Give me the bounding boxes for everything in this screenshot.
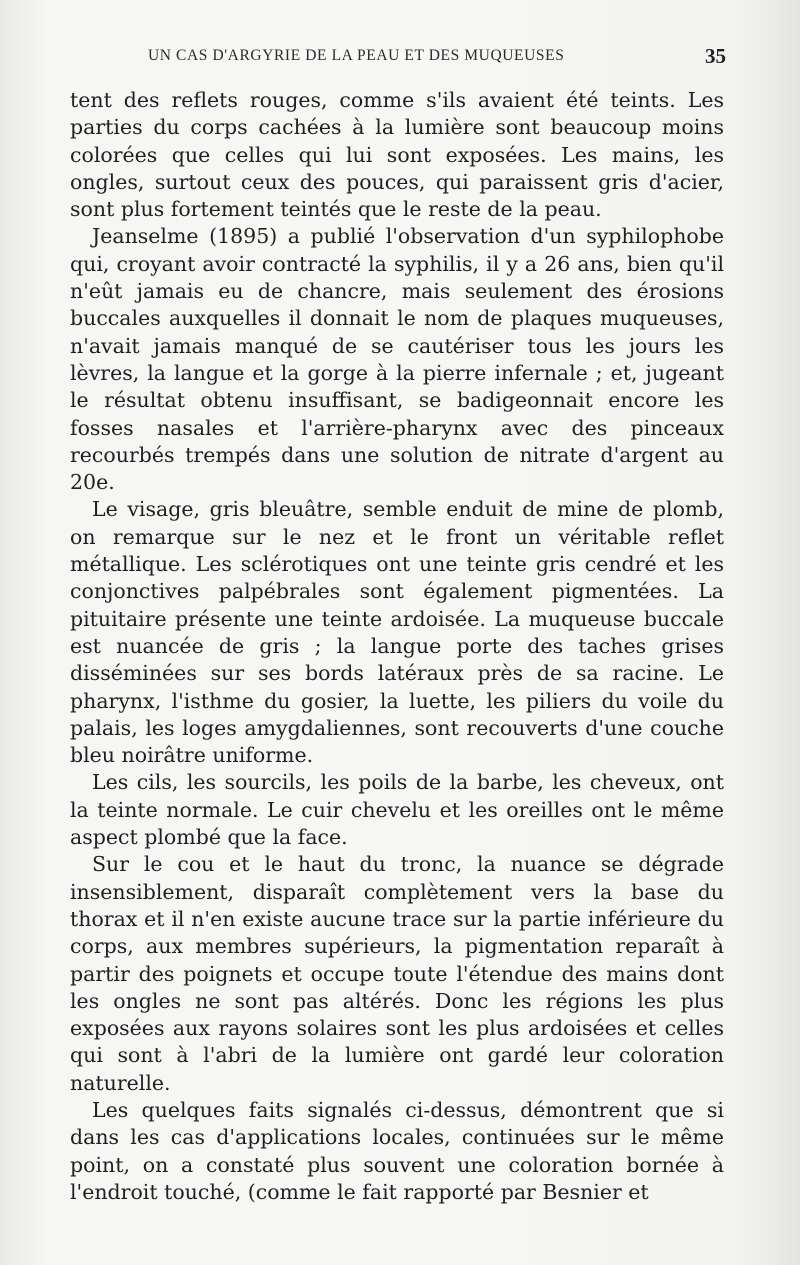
paragraph-faits: Les quelques faits signalés ci-dessus, démontrent que si dans les cas d'applications locales, continuées sur le même point, on a constaté plus souvent une coloration bornée à l'endroit touché, (comme le fait rapporté par Besnier et [70,1097,724,1204]
running-title: UN CAS D'ARGYRIE DE LA PEAU ET DES MUQUEUSES [148,47,565,64]
paragraph-visage: Le visage, gris bleuâtre, semble enduit de mine de plomb, on remarque sur le nez et le front un véritable reflet métallique. Les sclérotiques ont une teinte gris cendré et les conjonctives palpébrales sont également pigmentées. La pituitaire présente une teinte ardoisée. La muqueuse buccale est nuancée de gris ; la langue porte des taches grises disséminées sur ses bords latéraux près de sa racine. Le pharynx, l'isthme du gosier, la luette, les piliers du voile du palais, les loges amygdaliennes, sont recouverts d'une couche bleu noirâtre uniforme. [70,497,724,768]
body-text [70,87,724,1206]
running-head [148,46,726,68]
paragraph-cils: Les cils, les sourcils, les poils de la barbe, les cheveux, ont la teinte normale. Le cuir chevelu et les oreilles ont le même aspect plombé que la face. [70,770,724,850]
page-number: 35 [705,44,726,68]
paragraph-jeanselme: Jeanselme (1895) a publié l'observation d'un syphilophobe qui, croyant avoir contracté la syphilis, il y a 26 ans, bien qu'il n'eût jamais eu de chancre, mais seulement des érosions buccales auxquelles il donnait le nom de plaques muqueuses, n'avait jamais manqué de se cautériser tous les jours les lèvres, la langue et la gorge à la pierre infernale ; et, jugeant le résultat obtenu insuffisant, se badigeonnait encore les fosses nasales et l'arrière-pharynx avec des pinceaux recourbés trempés dans une solution de nitrate d'argent au 20e. [70,224,724,495]
paragraph-continued: tent des reflets rouges, comme s'ils avaient été teints. Les parties du corps cachées à la lumière sont beaucoup moins colorées que celles qui lui sont exposées. Les mains, les ongles, surtout ceux des pouces, qui paraissent gris d'acier, sont plus fortement teintés que le reste de la peau. [70,88,724,222]
paragraph-cou: Sur le cou et le haut du tronc, la nuance se dégrade insensiblement, disparaît complètement vers la base du thorax et il n'en existe aucune trace sur la partie inférieure du corps, aux membres supérieurs, la pigmentation reparaît à partir des poignets et occupe toute l'étendue des mains dont les ongles ne sont pas altérés. Donc les régions les plus exposées aux rayons solaires sont les plus ardoisées et celles qui sont à l'abri de la lumière ont gardé leur coloration naturelle. [70,852,724,1095]
